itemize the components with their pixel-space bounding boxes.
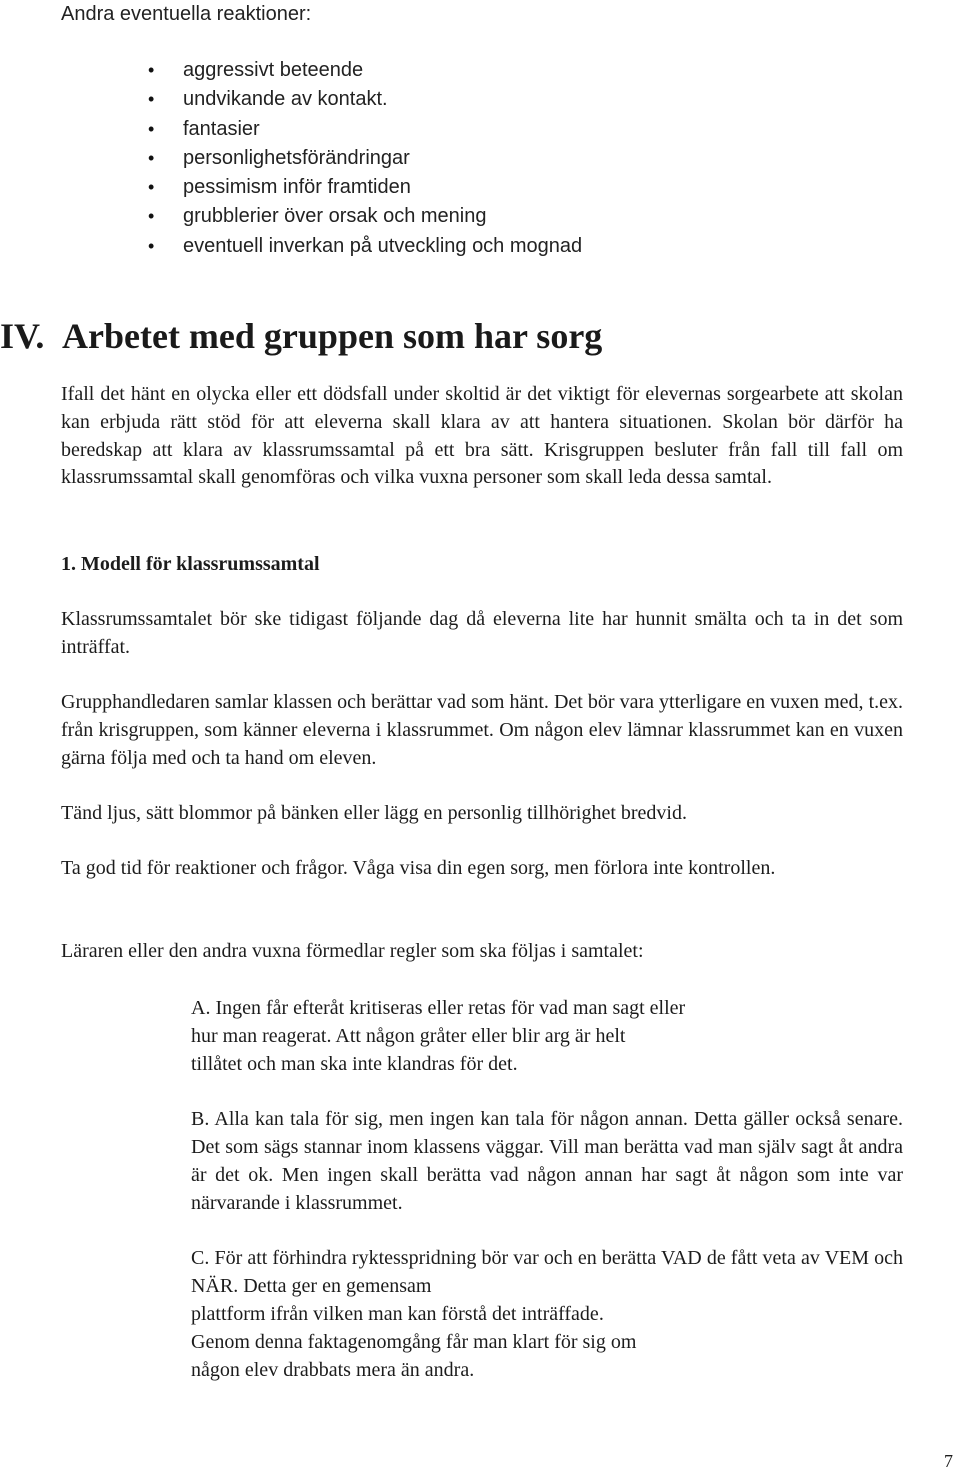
list-item-text: personlighetsförändringar [183, 146, 410, 169]
rule-line: plattform ifrån vilken man kan förstå det inträffade. [191, 1303, 604, 1325]
list-item [148, 232, 582, 261]
bullet-icon: • [148, 177, 155, 198]
list-item-text: undvikande av kontakt. [183, 88, 388, 111]
rule-line: A. Ingen får efteråt kritiseras eller retas för vad man sagt eller [191, 997, 686, 1019]
list-item-text: eventuell inverkan på utveckling och mognad [183, 234, 583, 257]
list-item-text: grubblerier över orsak och mening [183, 205, 487, 228]
model-paragraph: Klassrumssamtalet bör ske tidigast följande dag då eleverna lite har hunnit smälta och ta in det som inträffat. [61, 608, 903, 658]
rule-line: C. För att förhindra ryktesspridning bör var och en berätta VAD de fått veta av VEM och NÄR. Detta ger en gemensam [191, 1247, 903, 1297]
reaction-list [148, 56, 582, 261]
rule-line: Genom denna faktagenomgång får man klart för sig om [191, 1331, 637, 1353]
rule-b [191, 1105, 903, 1217]
bullet-icon: • [148, 235, 155, 256]
section-heading [0, 314, 960, 362]
model-paragraph: Tänd ljus, sätt blommor på bänken eller lägg en personlig tillhörighet bredvid. [61, 802, 687, 824]
list-item [148, 202, 582, 231]
bullet-icon: • [148, 60, 155, 80]
list-item [148, 173, 582, 202]
bullet-icon: • [148, 118, 155, 139]
bullet-icon: • [148, 89, 155, 110]
section-title: Arbetet med gruppen som har sorg [62, 316, 603, 356]
list-item-text: fantasier [183, 117, 260, 140]
list-item-text: pessimism inför framtiden [183, 176, 411, 199]
rule-line: hur man reagerat. Att någon gråter eller blir arg är helt [191, 1025, 626, 1047]
rule-a [191, 994, 903, 1078]
bullet-icon: • [148, 206, 155, 227]
model-heading: 1. Modell för klassrumssamtal [61, 553, 320, 575]
model-paragraph: Grupphandledaren samlar klassen och berättar vad som hänt. Det bör vara ytterligare en vuxen med, t.ex. från krisgruppen, som känner eleverna i klassrummet. Om någon elev lämnar klassrummet kan en vuxen gärna följa med och ta hand om eleven. [61, 691, 903, 769]
list-item-text: aggressivt beteende [183, 59, 364, 81]
model-paragraph: Läraren eller den andra vuxna förmedlar regler som ska följas i samtalet: [61, 940, 644, 962]
bullet-icon: • [148, 147, 155, 168]
list-item [148, 56, 582, 85]
list-item [148, 144, 582, 173]
list-item [148, 115, 582, 144]
rule-line: tillåtet och man ska inte klandras för det. [191, 1053, 518, 1075]
rule-line: någon elev drabbats mera än andra. [191, 1359, 475, 1381]
rule-c [191, 1244, 903, 1384]
intro-text: Andra eventuella reaktioner: [61, 3, 312, 25]
page-number: 7 [944, 1451, 953, 1471]
list-item [148, 85, 582, 114]
section-number: IV. [0, 316, 45, 356]
model-paragraph: Ta god tid för reaktioner och frågor. Våga visa din egen sorg, men förlora inte kontrollen. [61, 857, 776, 879]
section-paragraph: Ifall det hänt en olycka eller ett dödsfall under skoltid är det viktigt för elevernas sorgearbete att skolan kan erbjuda rätt stöd för att eleverna skall klara av att hantera situationen. Skolan bör därför ha beredskap att klara av klassrumssamtal på ett bra sätt. Krisgruppen besluter från fall till fall om klassrumssamtal skall genomföras och vilka vuxna personer som skall leda dessa samtal. [61, 383, 903, 489]
rule-line: B. Alla kan tala för sig, men ingen kan tala för någon annan. Detta gäller också senare. Det som sägs stannar inom klassens väggar. Vill man berätta vad man själv sagt åt andra är det ok. Men ingen skall berätta vad någon annan har sagt åt någon som inte var närvarande i klassrummet. [191, 1108, 903, 1214]
